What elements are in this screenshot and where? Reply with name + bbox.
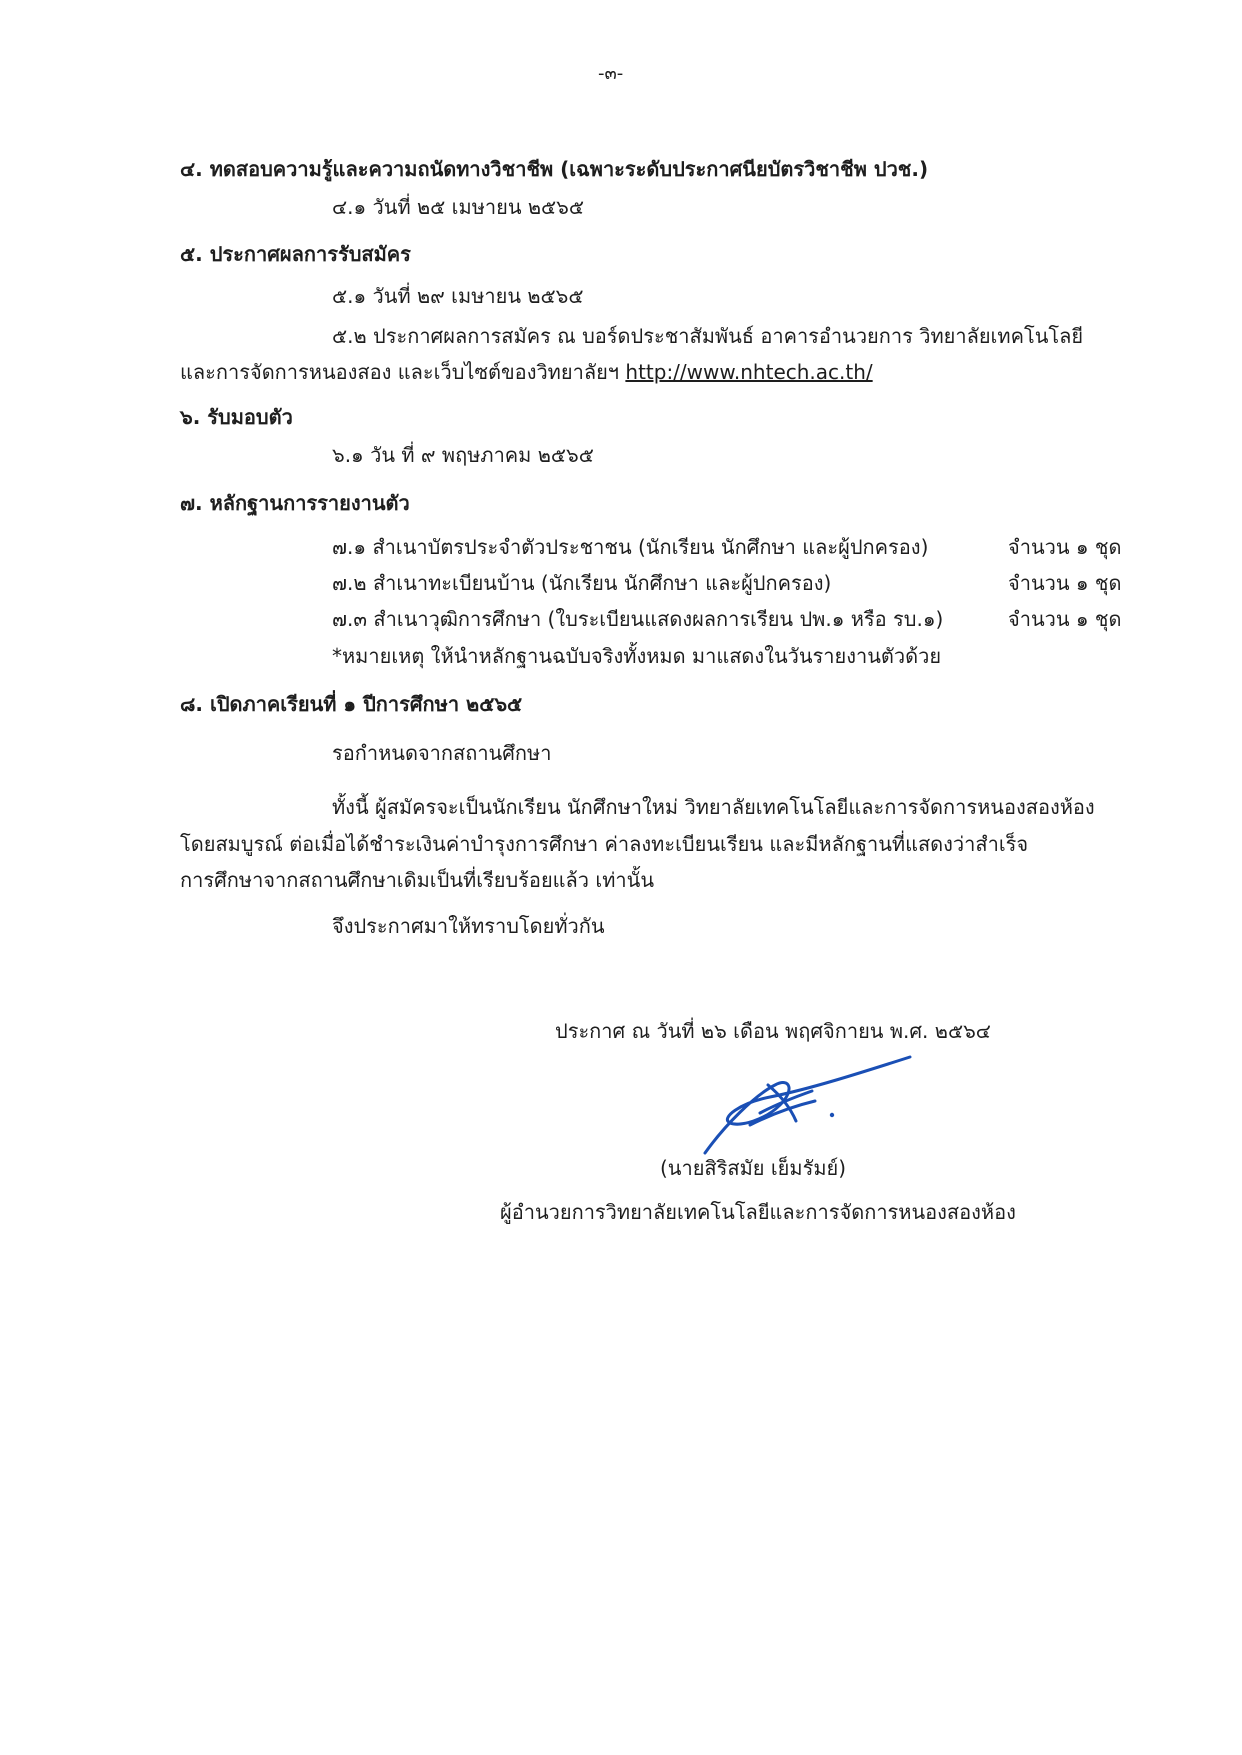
section-5-item-1: ๕.๑ วันที่ ๒๙ เมษายน ๒๕๖๕ bbox=[332, 284, 584, 308]
section-7-item-1: ๗.๑ สำเนาบัตรประจำตัวประชาชน (นักเรียน นักศึกษา และผู้ปกครอง) bbox=[332, 535, 929, 559]
section-4-heading: ๔. ทดสอบความรู้และความถนัดทางวิชาชีพ (เฉพาะระดับประกาศนียบัตรวิชาชีพ ปวช.) bbox=[180, 157, 929, 181]
section-5-item-2-text: และการจัดการหนองสอง และเว็บไซต์ของวิทยาลัยฯ bbox=[180, 360, 620, 384]
signatory-position: ผู้อำนวยการวิทยาลัยเทคโนโลยีและการจัดการหนองสองห้อง bbox=[500, 1200, 1016, 1224]
section-8-wait-text: รอกำหนดจากสถานศึกษา bbox=[332, 741, 552, 765]
college-website-link[interactable]: http://www.nhtech.ac.th/ bbox=[625, 360, 873, 384]
section-8-paragraph-line-2: โดยสมบูรณ์ ต่อเมื่อได้ชำระเงินค่าบำรุงการศึกษา ค่าลงทะเบียนเรียน และมีหลักฐานที่แสดงว่าสำเร็จ bbox=[180, 832, 1029, 856]
page-number: -๓- bbox=[598, 63, 624, 84]
closing-statement: จึงประกาศมาให้ทราบโดยทั่วกัน bbox=[332, 914, 605, 938]
section-7-note: *หมายเหตุ ให้นำหลักฐานฉบับจริงทั้งหมด มาแสดงในวันรายงานตัวด้วย bbox=[332, 644, 942, 668]
section-8-paragraph-line-1: ทั้งนี้ ผู้สมัครจะเป็นนักเรียน นักศึกษาใหม่ วิทยาลัยเทคโนโลยีและการจัดการหนองสองห้อง bbox=[332, 795, 1095, 819]
announcement-date: ประกาศ ณ วันที่ ๒๖ เดือน พฤศจิกายน พ.ศ. ๒๕๖๔ bbox=[555, 1019, 991, 1043]
signatory-name: (นายสิริสมัย เย็มรัมย์) bbox=[660, 1156, 847, 1180]
section-5-item-2-line-2 bbox=[180, 358, 873, 386]
section-6-heading: ๖. รับมอบตัว bbox=[180, 405, 293, 429]
section-7-item-3: ๗.๓ สำเนาวุฒิการศึกษา (ใบระเบียนแสดงผลการเรียน ปพ.๑ หรือ รบ.๑) bbox=[332, 607, 944, 631]
section-8-heading: ๘. เปิดภาคเรียนที่ ๑ ปีการศึกษา ๒๕๖๕ bbox=[180, 692, 523, 716]
section-7-item-1-quantity: จำนวน ๑ ชุด bbox=[1008, 535, 1122, 559]
section-5-item-2-line-1: ๕.๒ ประกาศผลการสมัคร ณ บอร์ดประชาสัมพันธ์ อาคารอำนวยการ วิทยาลัยเทคโนโลยี bbox=[332, 324, 1084, 348]
section-7-heading: ๗. หลักฐานการรายงานตัว bbox=[180, 491, 410, 515]
section-7-item-2-quantity: จำนวน ๑ ชุด bbox=[1008, 571, 1122, 595]
signature-image bbox=[700, 1055, 920, 1165]
section-8-paragraph-line-3: การศึกษาจากสถานศึกษาเดิมเป็นที่เรียบร้อยแล้ว เท่านั้น bbox=[180, 868, 654, 892]
section-6-item-1: ๖.๑ วัน ที่ ๙ พฤษภาคม ๒๕๖๕ bbox=[332, 443, 594, 467]
section-5-heading: ๕. ประกาศผลการรับสมัคร bbox=[180, 242, 411, 266]
section-4-item-1: ๔.๑ วันที่ ๒๕ เมษายน ๒๕๖๕ bbox=[332, 195, 585, 219]
section-7-item-3-quantity: จำนวน ๑ ชุด bbox=[1008, 607, 1122, 631]
section-7-item-2: ๗.๒ สำเนาทะเบียนบ้าน (นักเรียน นักศึกษา และผู้ปกครอง) bbox=[332, 571, 832, 595]
